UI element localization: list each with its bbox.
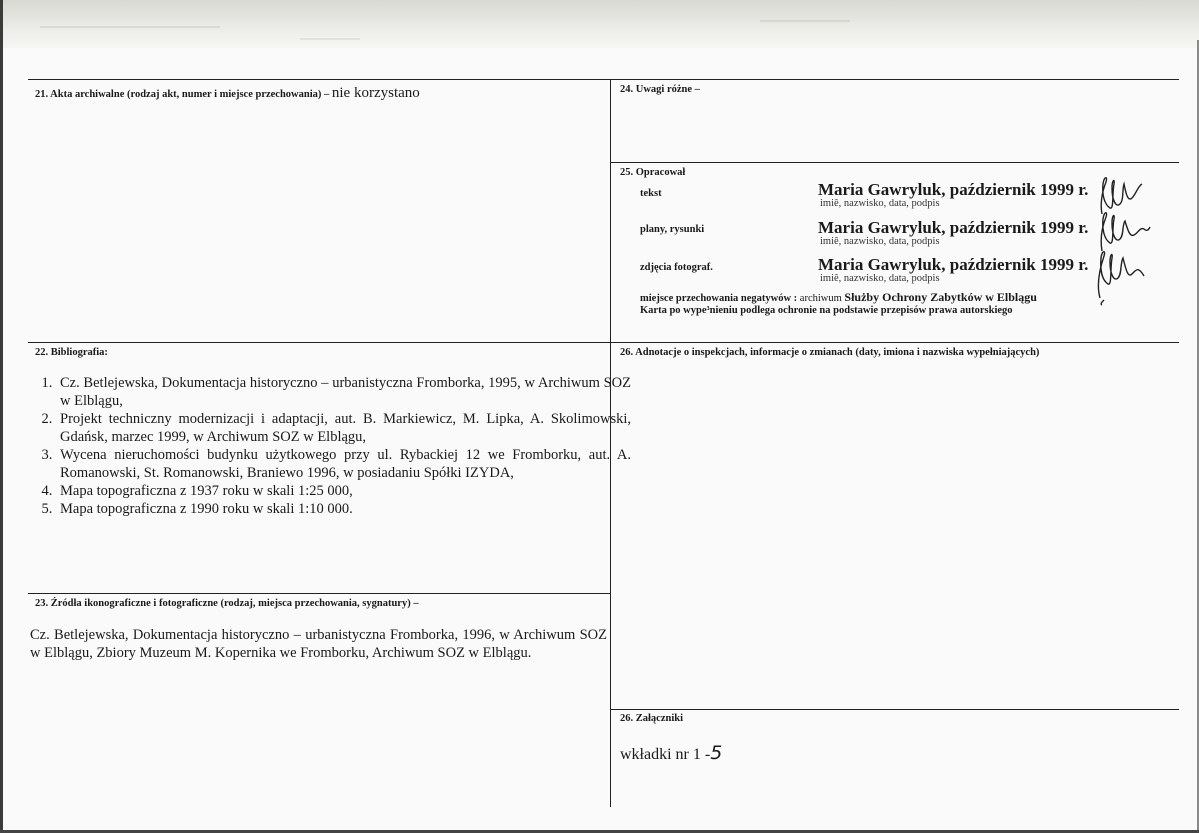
rule-24-25 <box>610 162 1179 163</box>
authorship-row-name: Maria Gawryluk, październik 1999 r. <box>818 218 1089 237</box>
section-21-value: nie korzystano <box>331 85 420 101</box>
negatives-storage-value: Służby Ochrony Zabytków w Elblągu <box>844 290 1037 304</box>
authorship-row-subcaption: imiê, nazwisko, data, podpis <box>820 236 940 247</box>
bibliography-item: 1. Cz. Betlejewska, Dokumentacja historyczno – urbanistyczna Fromborka, 1995, w Archiwum SOZ w Elblągu, <box>56 374 631 410</box>
section-26-attachments-heading: 26. Załączniki <box>620 713 684 724</box>
authorship-row-label: zdjęcia fotograf. <box>640 262 713 273</box>
authorship-row-name: Maria Gawryluk, październik 1999 r. <box>818 180 1089 199</box>
section-22-heading: 22. Bibliografia: <box>35 347 108 358</box>
copyright-notice: Karta po wype³nieniu podlega ochronie na podstawie przepisów prawa autorskiego <box>640 305 1013 316</box>
attachments-handwritten-number: 5 <box>710 742 723 764</box>
top-rule <box>28 79 1179 80</box>
section-23-text: Cz. Betlejewska, Dokumentacja historyczno – urbanistyczna Fromborka, 1996, w Archiwum SOZ w Elblągu, Zbiory Muzeum M. Kopernika we Fromborku, Archiwum SOZ w Elblągu. <box>30 627 607 661</box>
authorship-row-name: Maria Gawryluk, październik 1999 r. <box>818 255 1089 274</box>
rule-22-23 <box>28 593 610 594</box>
authorship-row-label: plany, rysunki <box>640 224 705 235</box>
rule-26-zalaczniki <box>610 709 1179 710</box>
section-25-heading: 25. Opracował <box>620 167 686 178</box>
negatives-storage-line: miejsce przechowania negatywów : archiwum Służby Ochrony Zabytków w Elblągu <box>640 290 1037 304</box>
bibliography-item: 4. Mapa topograficzna z 1937 roku w skali 1:25 000, <box>56 482 631 500</box>
bibliography-list <box>30 374 631 518</box>
bibliography-item: 5. Mapa topograficzna z 1990 roku w skali 1:10 000. <box>56 500 631 518</box>
section-21-heading: 21. Akta archiwalne (rodzaj akt, numer i miejsce przechowania) – nie korzystano <box>35 85 420 101</box>
bibliography-item: 3. Wycena nieruchomości budynku użytkowego przy ul. Rybackiej 12 we Fromborku, aut. A. Romanowski, St. Romanowski, Braniewo 1996, w posiadaniu Spółki IZYDA, <box>56 446 631 482</box>
scan-left-edge <box>0 0 3 833</box>
scan-top-band <box>0 0 1199 48</box>
rule-row-2 <box>28 342 1179 343</box>
section-24-heading: 24. Uwagi różne – <box>620 84 700 95</box>
authorship-row-subcaption: imiê, nazwisko, data, podpis <box>820 273 940 284</box>
authorship-row-label: tekst <box>640 188 662 199</box>
authorship-row-subcaption: imiê, nazwisko, data, podpis <box>820 198 940 209</box>
handwritten-signature-icon <box>1090 244 1152 306</box>
section-26-annotations-heading: 26. Adnotacje o inspekcjach, informacje o zmianach (daty, imiona i nazwiska wypełniających) <box>620 347 1040 358</box>
section-23-heading: 23. Źródła ikonograficzne i fotograficzne (rodzaj, miejsca przechowania, sygnatury) – <box>35 598 419 609</box>
attachments-value: wkładki nr 1 -5 <box>620 742 723 764</box>
bibliography-item: 2. Projekt techniczny modernizacji i adaptacji, aut. B. Markiewicz, M. Lipka, A. Skolimowski, Gdańsk, marzec 1999, w Archiwum SOZ w Elblągu, <box>56 410 631 446</box>
